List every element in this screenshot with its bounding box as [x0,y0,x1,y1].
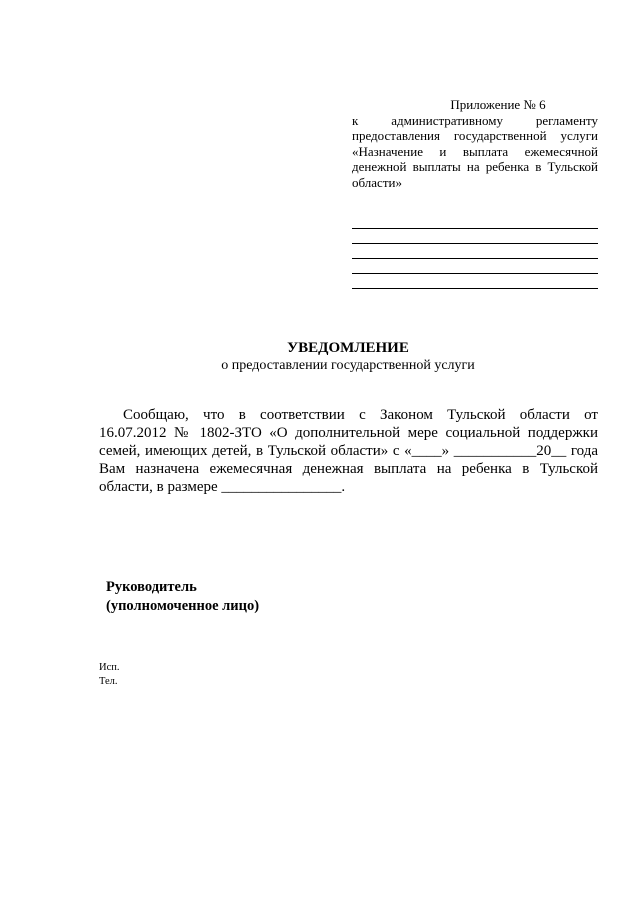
annex-line: области» [352,174,402,190]
notice-title: УВЕДОМЛЕНИЕ [287,340,409,356]
signature-subtitle: (уполномоченное лицо) [106,598,260,614]
notice-subtitle: о предоставлении государственной услуги [221,358,475,373]
notice-heading [0,339,640,375]
annex-line: предоставления государственной услуги [352,128,598,143]
annex-text [352,113,598,191]
body-line: семей, имеющих детей, в Тульской области» с «____» ___________20__ года [99,443,598,459]
annex-line: «Назначение и выплата ежемесячной [352,143,598,159]
signature-block [106,578,259,616]
annex-block [352,97,598,190]
body-line: Сообщаю, что в соответствии с Законом Тульской области от [123,407,598,423]
blank-line [352,243,598,244]
executor-block [99,661,120,689]
recipient-blank-lines [352,228,598,303]
blank-line [352,288,598,289]
phone-label: Тел. [99,676,118,687]
body-line: Вам назначена ежемесячная денежная выплата на ребенка в Тульской [99,461,598,477]
body-line: области, в размере ________________. [99,479,346,495]
body-line: 16.07.2012 № 1802-ЗТО «О дополнительной мере социальной поддержки [99,425,598,441]
blank-line [352,258,598,259]
notice-body [99,406,598,496]
annex-line: денежной выплаты на ребенка в Тульской [352,159,598,174]
blank-line [352,273,598,274]
blank-line [352,228,598,229]
executor-label: Исп. [99,662,120,673]
annex-line: к административному регламенту [352,112,598,128]
signature-title: Руководитель [106,579,197,595]
annex-title: Приложение № 6 [450,97,546,112]
